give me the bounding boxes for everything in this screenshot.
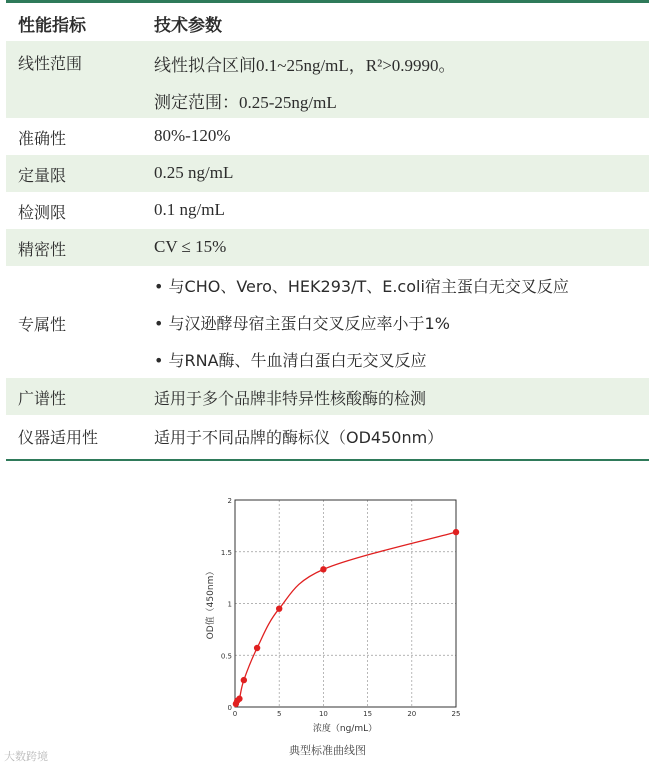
- row-value: • 与RNA酶、牛血清白蛋白无交叉反应: [154, 351, 427, 370]
- row-value: 线性拟合区间0.1~25ng/mL，R²>0.9990。: [154, 56, 456, 75]
- header-label: 性能指标: [18, 16, 86, 36]
- table-row-linear-range: [6, 41, 649, 118]
- table-row-broad-spectrum: [6, 378, 649, 415]
- standard-curve-chart: [0, 480, 655, 740]
- row-value: 80%-120%: [154, 126, 231, 145]
- table-bottom-rule: [6, 459, 649, 461]
- data-point: [236, 696, 242, 702]
- row-value: 测定范围：0.25-25ng/mL: [154, 93, 337, 112]
- row-label: 广谱性: [18, 389, 67, 408]
- watermark-logo: 大数跨境: [4, 750, 48, 763]
- data-point: [241, 677, 247, 683]
- table-row-specificity: [6, 266, 649, 378]
- y-tick-label: 2: [227, 497, 232, 505]
- data-point: [254, 645, 260, 651]
- y-tick-label: 1.5: [220, 548, 232, 557]
- x-axis-label: 浓度（ng/mL）: [312, 724, 378, 734]
- table-header-row: [6, 3, 649, 41]
- table-row-accuracy: [6, 118, 649, 155]
- x-tick-label: 5: [276, 710, 282, 718]
- row-value: • 与汉逊酵母宿主蛋白交叉反应率小于1%: [154, 314, 450, 333]
- row-value: 适用于不同品牌的酶标仪（OD450nm）: [154, 428, 444, 447]
- row-label: 定量限: [18, 166, 67, 185]
- table-row-precision: [6, 229, 649, 266]
- x-axis-ticks: [233, 710, 461, 718]
- y-tick-label: 0.5: [220, 652, 232, 661]
- x-tick-label: 10: [318, 710, 328, 718]
- data-point: [320, 566, 326, 572]
- chart-caption: 典型标准曲线图: [289, 744, 366, 757]
- fit-curve: [236, 532, 456, 704]
- row-label: 检测限: [18, 203, 67, 222]
- y-tick-label: 1: [227, 600, 232, 609]
- row-value: 0.25 ng/mL: [154, 163, 234, 182]
- row-value: • 与CHO、Vero、HEK293/T、E.coli宿主蛋白无交叉反应: [154, 277, 569, 296]
- data-point: [276, 605, 282, 611]
- table-row-instrument: [6, 415, 649, 459]
- row-label: 准确性: [18, 129, 67, 148]
- x-tick-label: 25: [451, 710, 461, 718]
- row-label: 专属性: [18, 315, 67, 334]
- y-axis-label: OD值（450nm）: [206, 566, 216, 640]
- y-tick-label: 0: [227, 704, 232, 712]
- x-tick-label: 15: [363, 710, 373, 718]
- table-row-lod: [6, 192, 649, 229]
- row-label: 仪器适用性: [18, 428, 99, 447]
- row-value: 适用于多个品牌非特异性核酸酶的检测: [154, 389, 427, 408]
- x-tick-label: 20: [407, 710, 417, 718]
- data-point: [453, 529, 459, 535]
- x-tick-label: 0: [232, 710, 238, 718]
- chart-grid: [235, 500, 456, 707]
- row-label: 线性范围: [18, 54, 83, 73]
- row-label: 精密性: [18, 240, 67, 259]
- data-points: [233, 529, 460, 707]
- row-value: 0.1 ng/mL: [154, 200, 225, 219]
- header-value: 技术参数: [154, 16, 222, 36]
- row-value: CV ≤ 15%: [154, 237, 227, 256]
- table-row-loq: [6, 155, 649, 192]
- y-axis-ticks: [221, 497, 232, 712]
